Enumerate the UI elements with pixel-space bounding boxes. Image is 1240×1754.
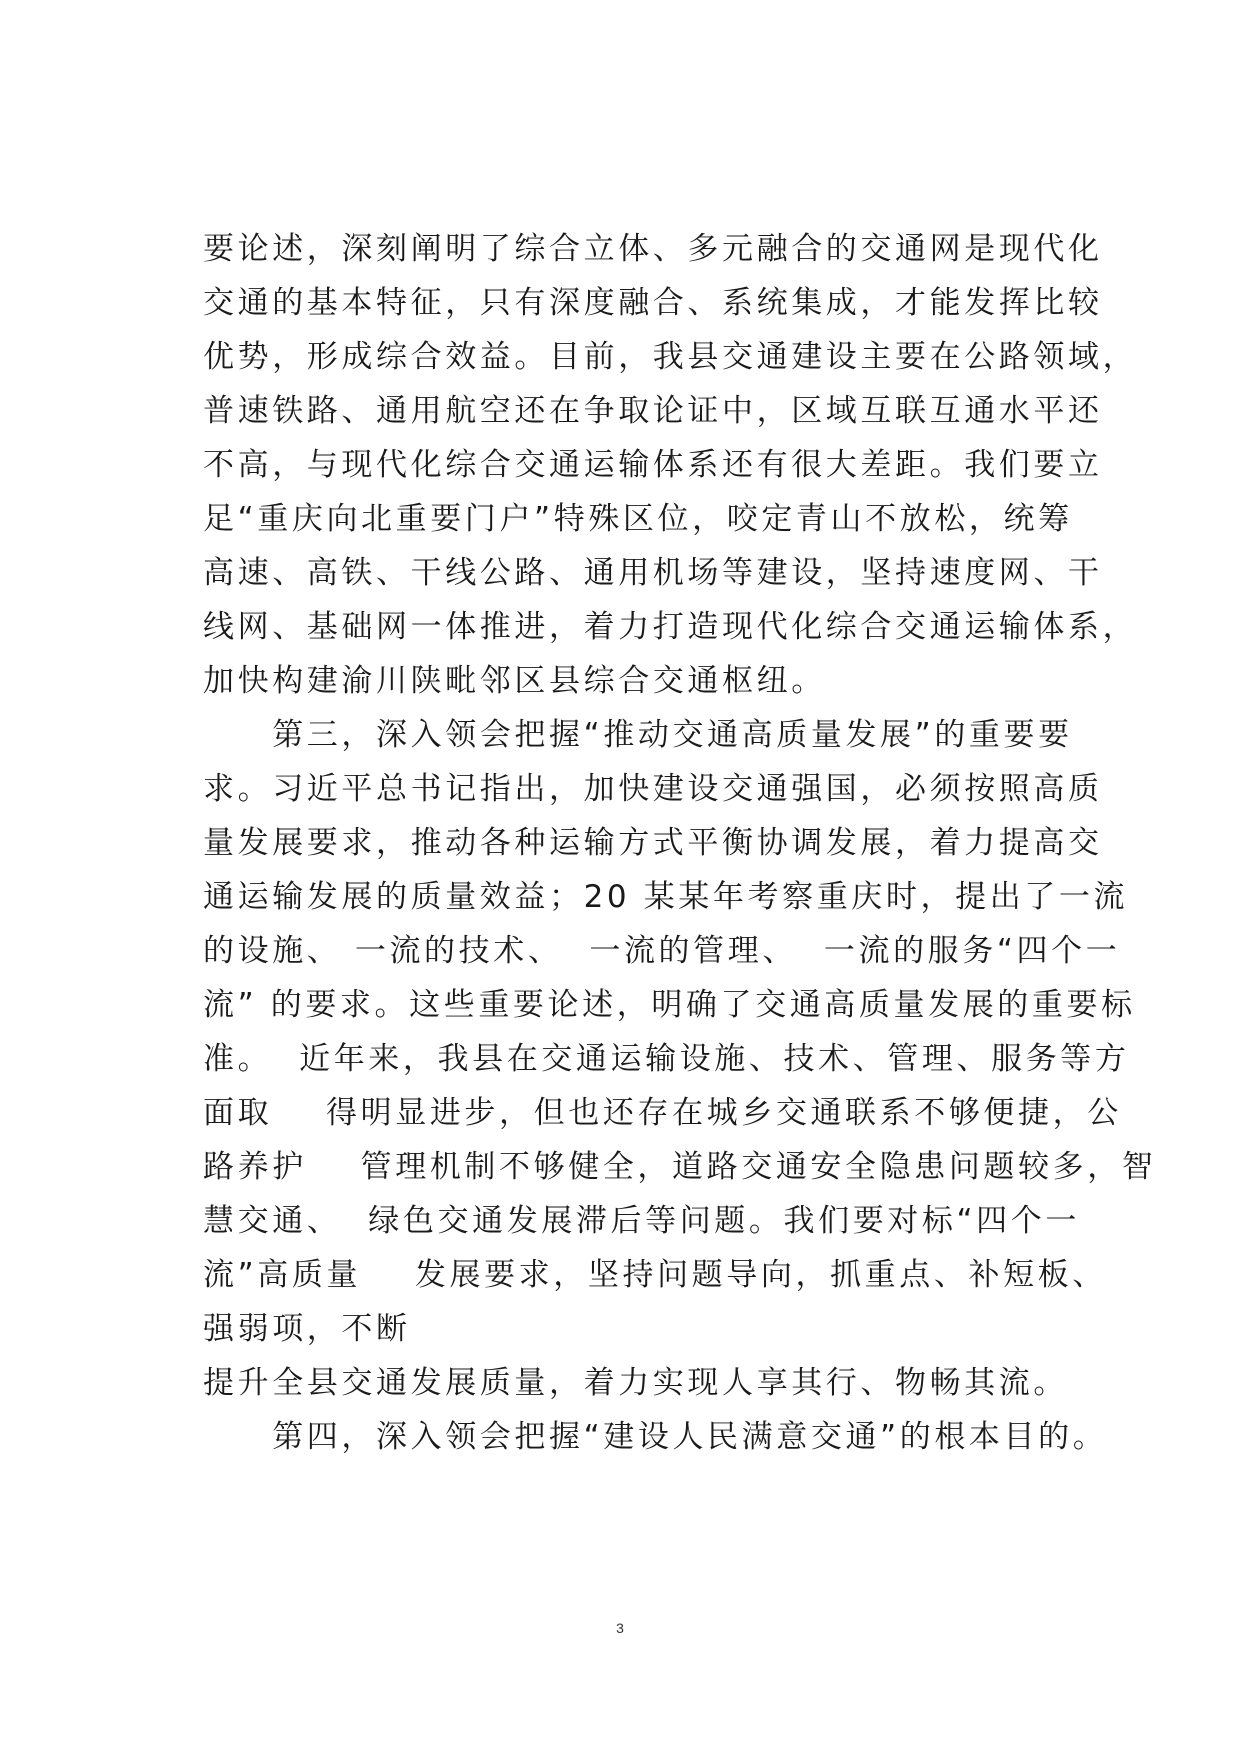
text-line: 流”高质量 发展要求，坚持问题导向，抓重点、补短板、 xyxy=(203,1257,1107,1293)
text-line: 强弱项，不断 xyxy=(203,1311,411,1347)
text-line: 高速、高铁、干线公路、通用机场等建设，坚持速度网、干 xyxy=(203,555,1103,591)
text-line: 第三，深入领会把握“推动交通高质量发展”的重要要 xyxy=(203,717,1073,753)
text-line: 足“重庆向北重要门户”特殊区位，咬定青山不放松，统筹 xyxy=(203,501,1073,537)
page-number: 3 xyxy=(616,1620,624,1636)
text-line: 加快构建渝川陕毗邻区县综合交通枢纽。 xyxy=(203,663,826,699)
text-line: 优势，形成综合效益。目前，我县交通建设主要在公路领域， xyxy=(203,339,1138,375)
text-line: 慧交通、 绿色交通发展滞后等问题。我们要对标“四个一 xyxy=(203,1203,1080,1239)
text-line: 线网、基础网一体推进，着力打造现代化综合交通运输体系， xyxy=(203,609,1138,645)
text-line: 提升全县交通发展质量，着力实现人享其行、物畅其流。 xyxy=(203,1365,1068,1401)
text-line: 不高，与现代化综合交通运输体系还有很大差距。我们要立 xyxy=(203,447,1103,483)
text-line: 准。 近年来，我县在交通运输设施、技术、管理、服务等方 xyxy=(203,1041,1130,1077)
text-line: 量发展要求，推动各种运输方式平衡协调发展，着力提高交 xyxy=(203,825,1103,861)
text-line: 路养护 管理机制不够健全，道路交通安全隐患问题较多，智 xyxy=(203,1149,1157,1185)
text-line: 通运输发展的质量效益；20 某某年考察重庆时，提出了一流 xyxy=(203,879,1129,915)
text-line: 求。习近平总书记指出，加快建设交通强国，必须按照高质 xyxy=(203,771,1103,807)
text-line: 要论述，深刻阐明了综合立体、多元融合的交通网是现代化 xyxy=(203,231,1103,267)
text-line: 第四，深入领会把握“建设人民满意交通”的根本目的。 xyxy=(203,1419,1108,1455)
text-line: 面取 得明显进步，但也还存在城乡交通联系不够便捷，公 xyxy=(203,1095,1122,1131)
body-text xyxy=(203,222,1157,1464)
text-line: 的设施、 一流的技术、 一流的管理、 一流的服务“四个一 xyxy=(203,933,1121,969)
text-line: 普速铁路、通用航空还在争取论证中，区域互联互通水平还 xyxy=(203,393,1103,429)
text-line: 流” 的要求。这些重要论述，明确了交通高质量发展的重要标 xyxy=(203,987,1136,1023)
text-line: 交通的基本特征，只有深度融合、系统集成，才能发挥比较 xyxy=(203,285,1103,321)
